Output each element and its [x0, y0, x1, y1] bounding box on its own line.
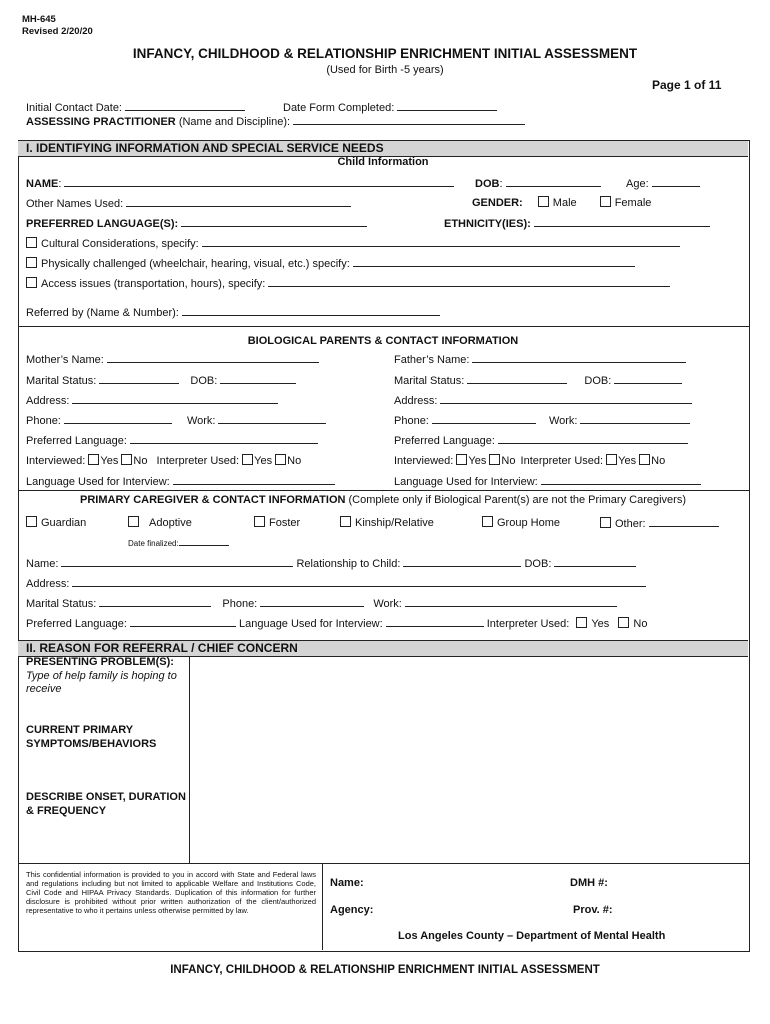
caregiver-language-field[interactable] — [130, 616, 236, 627]
referred-label: Referred by (Name & Number): — [26, 307, 179, 319]
child-age-row — [626, 176, 700, 190]
physical-checkbox[interactable] — [26, 257, 37, 268]
father-address-field[interactable] — [440, 393, 692, 404]
caregiver-language-row — [26, 616, 647, 630]
footer-divider — [322, 863, 323, 950]
caregiver-name-field[interactable] — [61, 556, 293, 567]
caregiver-phone-label: Phone: — [222, 598, 258, 610]
father-phone-row — [394, 413, 690, 427]
mother-interpreter-yes-checkbox[interactable] — [242, 454, 253, 465]
father-dob-label: DOB: — [584, 375, 612, 387]
preferred-languages-field[interactable] — [181, 216, 367, 227]
caregiver-marital-row — [26, 596, 617, 610]
mother-phone-row — [26, 413, 326, 427]
guardian-option — [26, 516, 86, 529]
section2-header — [18, 640, 748, 657]
foster-label: Foster — [269, 517, 301, 529]
date-finalized-row — [128, 538, 229, 548]
caregiver-language-label: Preferred Language: — [26, 618, 127, 630]
physical-field[interactable] — [353, 256, 635, 267]
father-interpreter-no-label: No — [651, 455, 666, 467]
father-marital-row — [394, 373, 682, 387]
mother-interpreter-label: Interpreter Used: — [156, 455, 240, 467]
mother-language-label: Preferred Language: — [26, 435, 127, 447]
access-checkbox[interactable] — [26, 277, 37, 288]
footer-agency-label: Agency: — [330, 904, 374, 916]
county-label: Los Angeles County – Department of Mental Health — [398, 930, 666, 942]
caregiver-work-field[interactable] — [405, 596, 617, 607]
page-title: INFANCY, CHILDHOOD & RELATIONSHIP ENRICHMENT INITIAL ASSESSMENT — [132, 46, 638, 61]
other-field[interactable] — [649, 516, 719, 527]
kinship-label: Kinship/Relative — [355, 517, 434, 529]
caregiver-address-field[interactable] — [72, 576, 646, 587]
adoptive-option — [128, 516, 192, 529]
mother-interpreter-no-label: No — [287, 455, 302, 467]
father-interpreter-no-checkbox[interactable] — [639, 454, 650, 465]
caregiver-name-row — [26, 556, 636, 570]
caregiver-language-used-field[interactable] — [386, 616, 484, 627]
section2-heading: II. REASON FOR REFERRAL / CHIEF CONCERN — [26, 641, 298, 655]
father-interpreter-yes-checkbox[interactable] — [606, 454, 617, 465]
caregiver-interpreter-no-label: No — [633, 618, 648, 630]
father-marital-field[interactable] — [467, 373, 567, 384]
mother-work-label: Work: — [186, 415, 216, 427]
form-id: MH-645 — [22, 14, 56, 25]
mother-work-field[interactable] — [218, 413, 326, 424]
onset-label: DESCRIBE ONSET, DURATION & FREQUENCY — [26, 791, 186, 817]
mother-address-field[interactable] — [72, 393, 278, 404]
mother-language-used-field[interactable] — [173, 474, 335, 485]
father-language-row — [394, 433, 688, 447]
father-language-used-field[interactable] — [541, 474, 701, 485]
date-finalized-label: Date finalized: — [128, 539, 179, 548]
mother-marital-field[interactable] — [99, 373, 179, 384]
child-age-field[interactable] — [652, 176, 700, 187]
access-field[interactable] — [268, 276, 670, 287]
gender-row — [472, 196, 651, 209]
practitioner-note: (Name and Discipline): — [178, 116, 291, 128]
caregiver-address-label: Address: — [26, 578, 70, 590]
group-home-label: Group Home — [497, 517, 560, 529]
cultural-row — [26, 236, 680, 250]
caregiver-marital-label: Marital Status: — [26, 598, 97, 610]
father-name-label: Father’s Name: — [394, 354, 470, 366]
mother-language-used-row — [26, 474, 335, 488]
practitioner-field[interactable] — [293, 114, 525, 125]
child-name-row: NAME: — [26, 176, 454, 190]
mother-marital-label: Marital Status: — [26, 375, 97, 387]
caregiver-dob-label: DOB: — [524, 558, 552, 570]
female-checkbox[interactable] — [600, 196, 611, 207]
father-language-field[interactable] — [498, 433, 688, 444]
mother-language-field[interactable] — [130, 433, 318, 444]
mother-interviewed-row — [26, 454, 301, 467]
male-checkbox[interactable] — [538, 196, 549, 207]
initial-contact-row — [26, 100, 245, 114]
practitioner-label: ASSESSING PRACTITIONER — [26, 116, 176, 128]
father-dob-field[interactable] — [614, 373, 682, 384]
father-interviewed-yes-checkbox[interactable] — [456, 454, 467, 465]
father-interviewed-label: Interviewed: — [394, 455, 454, 467]
section1-heading: I. IDENTIFYING INFORMATION AND SPECIAL SERVICE NEEDS — [26, 141, 384, 155]
father-work-field[interactable] — [580, 413, 690, 424]
caregiver-language-used-label: Language Used for Interview: — [238, 618, 383, 630]
symptoms-label: CURRENT PRIMARY SYMPTOMS/BEHAVIORS — [26, 724, 157, 750]
date-completed-field[interactable] — [397, 100, 497, 111]
caregiver-work-label: Work: — [373, 598, 402, 610]
female-label: Female — [614, 197, 652, 209]
divider-footer — [18, 863, 749, 864]
foster-checkbox[interactable] — [254, 516, 265, 527]
caregiver-phone-field[interactable] — [260, 596, 364, 607]
divider-caregiver — [18, 490, 749, 491]
mother-marital-row — [26, 373, 296, 387]
father-interpreter-label: Interpreter Used: — [520, 455, 604, 467]
father-phone-field[interactable] — [432, 413, 536, 424]
other-names-row — [26, 196, 351, 210]
mother-name-row — [26, 352, 319, 366]
date-finalized-field[interactable] — [179, 538, 229, 546]
father-phone-label: Phone: — [394, 415, 429, 427]
caregiver-interpreter-label: Interpreter Used: — [486, 618, 570, 630]
mother-interviewed-yes-checkbox[interactable] — [88, 454, 99, 465]
mother-language-row — [26, 433, 318, 447]
father-marital-label: Marital Status: — [394, 375, 465, 387]
caregiver-interpreter-yes-checkbox[interactable] — [576, 617, 587, 628]
child-dob-label: DOB — [475, 178, 500, 190]
footer-name-label: Name: — [330, 877, 364, 889]
mother-interpreter-no-checkbox[interactable] — [275, 454, 286, 465]
mother-dob-field[interactable] — [220, 373, 296, 384]
divider-parents — [18, 326, 749, 327]
father-language-used-row — [394, 474, 701, 488]
parents-title: BIOLOGICAL PARENTS & CONTACT INFORMATION — [247, 335, 519, 347]
page-number: Page 1 of 11 — [652, 78, 722, 92]
mother-name-label: Mother’s Name: — [26, 354, 104, 366]
adoptive-checkbox[interactable] — [128, 516, 139, 527]
practitioner-row — [26, 114, 525, 128]
mother-address-row — [26, 393, 278, 407]
father-interviewed-no-checkbox[interactable] — [489, 454, 500, 465]
mother-name-field[interactable] — [107, 352, 319, 363]
cultural-field[interactable] — [202, 236, 680, 247]
preferred-languages-label: PREFERRED LANGUAGE(S): — [26, 218, 179, 230]
father-address-label: Address: — [394, 395, 438, 407]
child-dob-row: DOB: — [475, 176, 601, 190]
ethnicities-row — [444, 216, 710, 230]
relationship-label: Relationship to Child: — [296, 558, 401, 570]
child-dob-field[interactable] — [506, 176, 601, 187]
kinship-option — [340, 516, 434, 529]
other-label: Other: — [615, 518, 646, 530]
other-option — [600, 516, 719, 530]
caregiver-dob-field[interactable] — [554, 556, 636, 567]
father-name-row — [394, 352, 686, 366]
footer-prov-label: Prov. #: — [573, 904, 613, 916]
physical-label: Physically challenged (wheelchair, hearing, visual, etc.) specify: — [41, 258, 350, 270]
ethnicities-field[interactable] — [534, 216, 710, 227]
mother-dob-label: DOB: — [190, 375, 218, 387]
presenting-note: Type of help family is hoping to receive — [26, 670, 177, 695]
referred-row — [26, 305, 440, 319]
group-home-option — [482, 516, 560, 529]
referred-field[interactable] — [182, 305, 440, 316]
caregiver-name-label: Name: — [26, 558, 59, 570]
child-age-label: Age: — [626, 178, 649, 190]
father-address-row — [394, 393, 692, 407]
date-completed-label: Date Form Completed: — [283, 102, 395, 114]
mother-interviewed-no-checkbox[interactable] — [121, 454, 132, 465]
father-interpreter-yes-label: Yes — [618, 455, 637, 467]
revised-date: Revised 2/20/20 — [22, 26, 93, 37]
mother-interviewed-yes-label: Yes — [100, 455, 119, 467]
caregiver-address-row — [26, 576, 646, 590]
referral-response-area[interactable] — [190, 656, 748, 863]
bottom-title: INFANCY, CHILDHOOD & RELATIONSHIP ENRICHMENT INITIAL ASSESSMENT — [170, 964, 600, 976]
father-work-label: Work: — [548, 415, 578, 427]
caregiver-heading-note: (Complete only if Biological Parent(s) are not the Primary Caregivers) — [348, 494, 686, 506]
child-name-label: NAME — [26, 178, 59, 190]
preferred-languages-row — [26, 216, 367, 230]
cultural-label: Cultural Considerations, specify: — [41, 238, 199, 250]
foster-option — [254, 516, 300, 529]
caregiver-interpreter-yes-label: Yes — [591, 618, 610, 630]
father-interviewed-row — [394, 454, 665, 467]
mother-language-used-label: Language Used for Interview: — [26, 476, 170, 488]
other-names-label: Other Names Used: — [26, 198, 124, 210]
caregiver-title — [18, 494, 748, 506]
gender-label: GENDER: — [472, 197, 523, 209]
access-label: Access issues (transportation, hours), specify: — [41, 278, 266, 290]
caregiver-marital-field[interactable] — [99, 596, 211, 607]
caregiver-heading: PRIMARY CAREGIVER & CONTACT INFORMATION — [80, 494, 346, 506]
relationship-field[interactable] — [403, 556, 521, 567]
other-names-field[interactable] — [126, 196, 351, 207]
mother-phone-label: Phone: — [26, 415, 61, 427]
male-label: Male — [552, 197, 577, 209]
mother-phone-field[interactable] — [64, 413, 172, 424]
mother-interpreter-yes-label: Yes — [254, 455, 273, 467]
initial-contact-label: Initial Contact Date: — [26, 102, 122, 114]
caregiver-interpreter-no-checkbox[interactable] — [618, 617, 629, 628]
section1-header — [18, 140, 748, 157]
group-home-checkbox[interactable] — [482, 516, 493, 527]
father-language-used-label: Language Used for Interview: — [394, 476, 538, 488]
guardian-checkbox[interactable] — [26, 516, 37, 527]
confidential-notice: This confidential information is provided to you in accord with State and Federal laws and regulations including but not limited to applicable Welfare and Institutions Code, Civil Code and HIPAA Privacy Standards. Duplication of this information for further disclosure is prohibited without prior written authorization of the client/authorized representative to who it pertains unless otherwise permitted by law. — [26, 870, 316, 915]
guardian-label: Guardian — [41, 517, 87, 529]
date-completed-row — [283, 100, 497, 114]
mother-interviewed-label: Interviewed: — [26, 455, 86, 467]
mother-interviewed-no-label: No — [133, 455, 148, 467]
physical-row — [26, 256, 635, 270]
cultural-checkbox[interactable] — [26, 237, 37, 248]
kinship-checkbox[interactable] — [340, 516, 351, 527]
ethnicities-label: ETHNICITY(IES): — [444, 218, 531, 230]
father-interviewed-yes-label: Yes — [468, 455, 487, 467]
access-row — [26, 276, 670, 290]
mother-address-label: Address: — [26, 395, 70, 407]
father-language-label: Preferred Language: — [394, 435, 495, 447]
other-checkbox[interactable] — [600, 517, 611, 528]
child-name-field[interactable] — [64, 176, 454, 187]
child-info-title: Child Information — [337, 156, 429, 168]
adoptive-label: Adoptive — [149, 517, 192, 529]
father-name-field[interactable] — [472, 352, 686, 363]
footer-dmh-label: DMH #: — [570, 877, 608, 889]
page-subtitle: (Used for Birth -5 years) — [326, 64, 444, 76]
presenting-label: PRESENTING PROBLEM(S): — [26, 656, 174, 668]
father-interviewed-no-label: No — [501, 455, 516, 467]
initial-contact-field[interactable] — [125, 100, 245, 111]
